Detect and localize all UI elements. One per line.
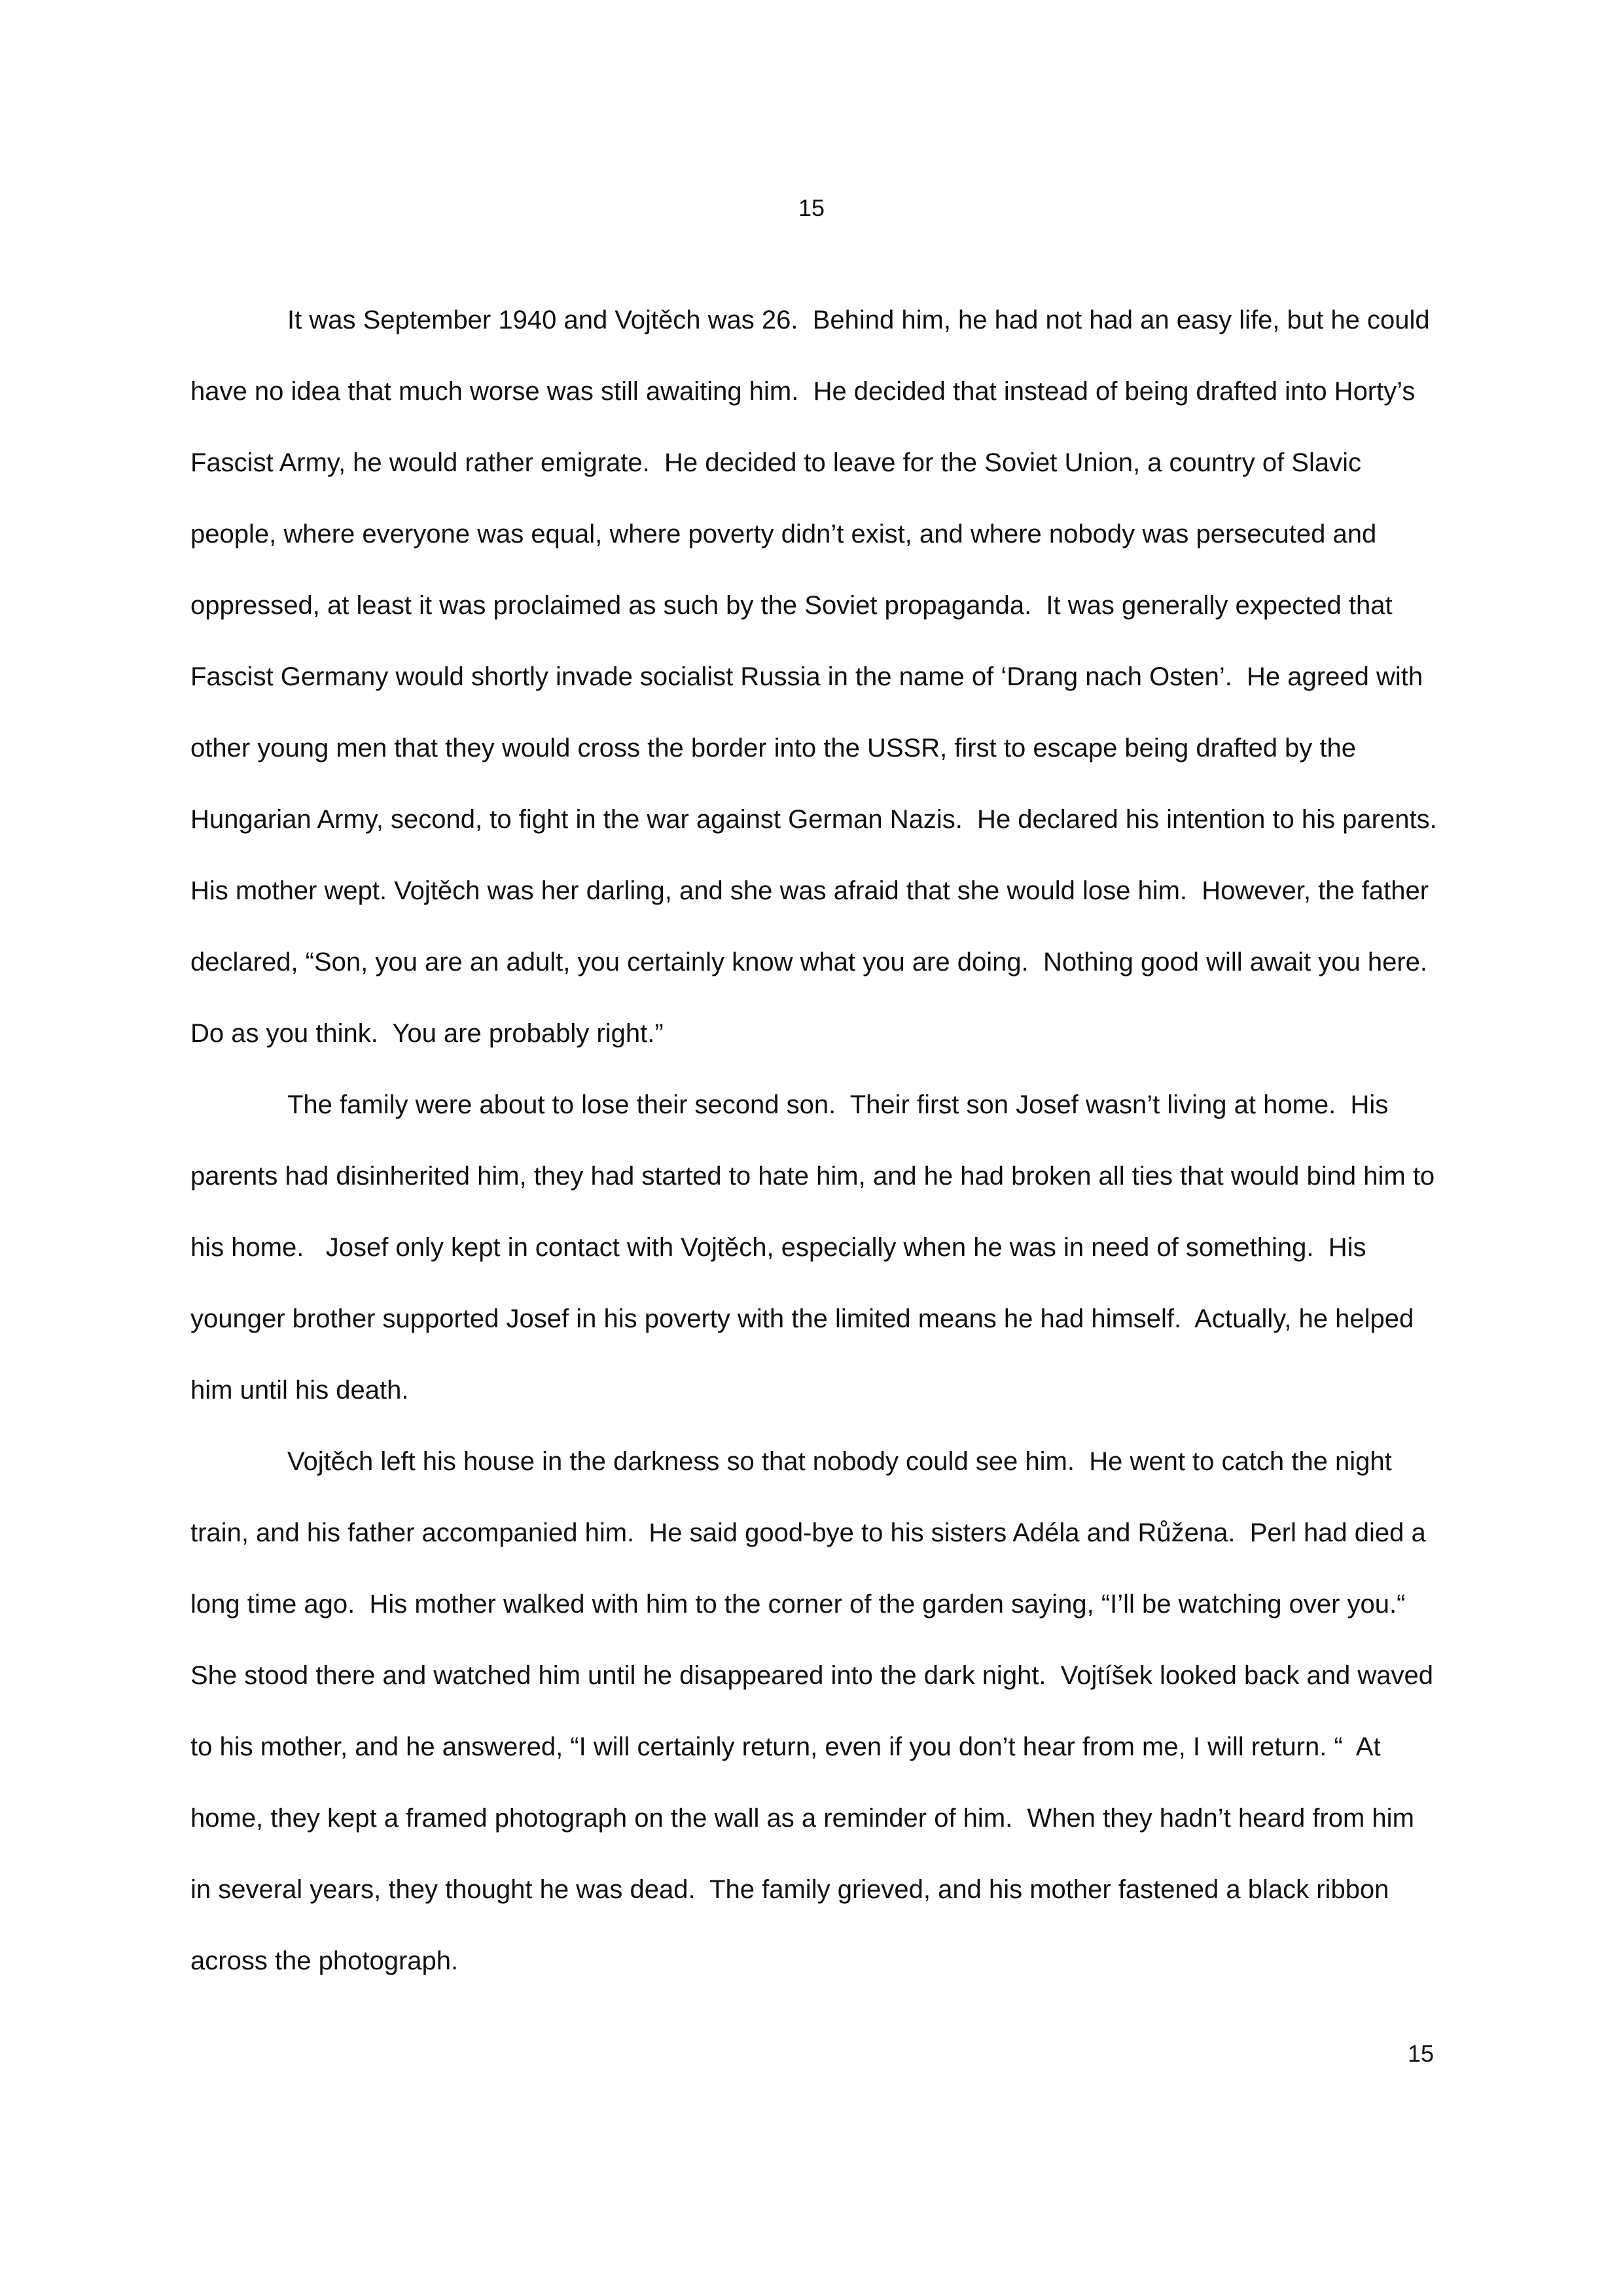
paragraph-2: The family were about to lose their second son. Their first son Josef wasn’t living at home. His parents had disinherited him, they had started to hate him, and he had broken all ties that would bind him to his home. Josef only kept in contact with Vojtěch, especially when he was in need of something. His younger brother supported Josef in his poverty with the limited means he had himself. Actually, he helped him until his death.	[190, 1090, 1442, 1405]
page-number-top: 15	[798, 194, 825, 221]
page-number-bottom: 15	[1407, 2040, 1434, 2067]
body-text	[190, 285, 1452, 1997]
paragraph-1: It was September 1940 and Vojtěch was 26. Behind him, he had not had an easy life, but he could have no idea that much worse was still awaiting him. He decided that instead of being drafted into Horty’s Fascist Army, he would rather emigrate. He decided to leave for the Soviet Union, a country of Slavic people, where everyone was equal, where poverty didn’t exist, and where nobody was persecuted and oppressed, at least it was proclaimed as such by the Soviet propaganda. It was generally expected that Fascist Germany would shortly invade socialist Russia in the name of ‘Drang nach Osten’. He agreed with other young men that they would cross the border into the USSR, first to escape being drafted by the Hungarian Army, second, to fight in the war against German Nazis. He declared his intention to his parents. His mother wept. Vojtěch was her darling, and she was afraid that she would lose him. However, the father declared, “Son, you are an adult, you certainly know what you are doing. Nothing good will await you here. Do as you think. You are probably right.”	[190, 306, 1452, 1048]
paragraph-3: Vojtěch left his house in the darkness so that nobody could see him. He went to catch the night train, and his father accompanied him. He said good-bye to his sisters Adéla and Růžena. Perl had died a long time ago. His mother walked with him to the corner of the garden saying, “I’ll be watching over you.“ She stood there and watched him until he disappeared into the dark night. Vojtíšek looked back and waved to his mother, and he answered, “I will certainly return, even if you don’t hear from me, I will return. “ At home, they kept a framed photograph on the wall as a reminder of him. When they hadn’t heard from him in several years, they thought he was dead. The family grieved, and his mother fastened a black ribbon across the photograph.	[190, 1447, 1441, 1975]
